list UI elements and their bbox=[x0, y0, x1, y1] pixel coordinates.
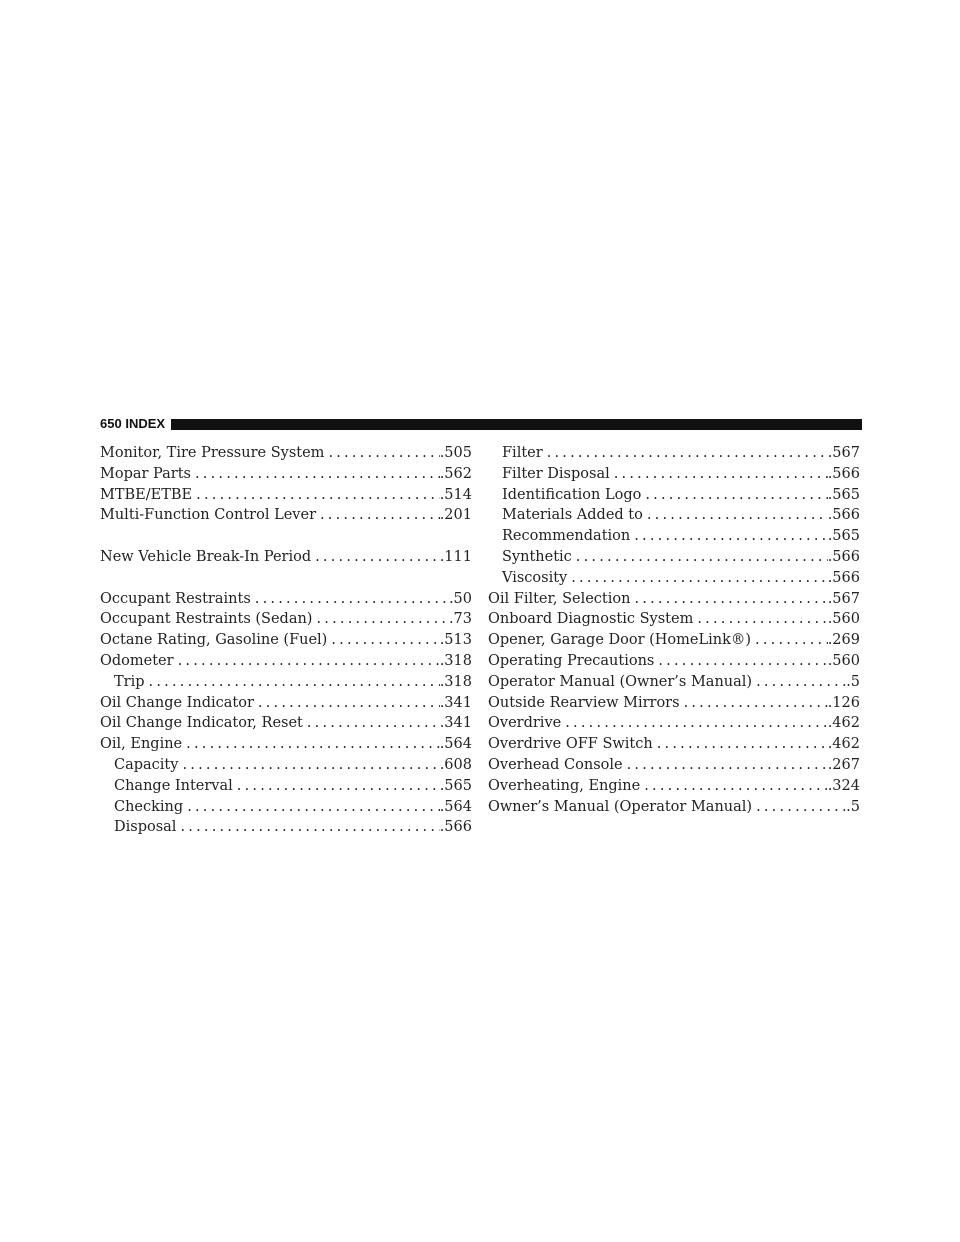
dot-leader bbox=[630, 589, 827, 610]
page-reference: .462 bbox=[827, 736, 860, 753]
index-term: Trip bbox=[114, 673, 145, 690]
index-term: Multi-Function Control Lever bbox=[100, 507, 316, 524]
index-term: Change Interval bbox=[114, 777, 233, 794]
index-entry bbox=[100, 734, 472, 755]
dot-leader bbox=[233, 776, 440, 797]
dot-leader bbox=[176, 817, 439, 838]
dot-leader bbox=[751, 630, 828, 651]
index-entry bbox=[100, 609, 472, 630]
index-term: Disposal bbox=[114, 819, 177, 836]
index-entry bbox=[100, 505, 472, 526]
index-term: New Vehicle Break-In Period bbox=[100, 548, 312, 565]
index-subentry bbox=[100, 755, 472, 776]
index-term: Filter Disposal bbox=[502, 465, 610, 482]
index-entry bbox=[488, 797, 860, 818]
dot-leader bbox=[312, 609, 448, 630]
page-reference: .566 bbox=[827, 569, 860, 586]
index-term: Overhead Console bbox=[488, 756, 623, 773]
index-term: Outside Rearview Mirrors bbox=[488, 694, 680, 711]
index-entry bbox=[488, 589, 860, 610]
dot-leader bbox=[680, 693, 828, 714]
page-reference: .269 bbox=[827, 632, 860, 649]
index-entry bbox=[100, 464, 472, 485]
dot-leader bbox=[561, 713, 827, 734]
page-reference: .318 bbox=[439, 673, 472, 690]
page-reference: .318 bbox=[439, 652, 472, 669]
page-reference: .566 bbox=[439, 819, 472, 836]
index-term: Overheating, Engine bbox=[488, 777, 641, 794]
index-term: Operator Manual (Owner’s Manual) bbox=[488, 673, 753, 690]
page-reference: .566 bbox=[827, 548, 860, 565]
index-subentry bbox=[100, 672, 472, 693]
dot-leader bbox=[191, 464, 440, 485]
page-header bbox=[100, 417, 862, 431]
page-reference: .513 bbox=[439, 632, 472, 649]
index-term: Identification Logo bbox=[502, 486, 642, 503]
page-reference: .560 bbox=[827, 611, 860, 628]
index-entry bbox=[488, 734, 860, 755]
dot-leader bbox=[623, 755, 828, 776]
dot-leader bbox=[251, 589, 449, 610]
dot-leader bbox=[630, 526, 827, 547]
index-term: Viscosity bbox=[502, 569, 568, 586]
dot-leader bbox=[654, 651, 827, 672]
dot-leader bbox=[182, 734, 440, 755]
page-reference: .5 bbox=[846, 673, 860, 690]
dot-leader bbox=[316, 505, 440, 526]
index-term: Materials Added to bbox=[502, 507, 643, 524]
index-subentry bbox=[488, 443, 860, 464]
index-subentry bbox=[100, 776, 472, 797]
index-term: Oil Change Indicator, Reset bbox=[100, 715, 303, 732]
index-term: Filter bbox=[502, 445, 543, 461]
index-subentry bbox=[488, 505, 860, 526]
page-reference: .505 bbox=[439, 445, 472, 461]
index-term: Occupant Restraints bbox=[100, 590, 251, 607]
index-term: Owner’s Manual (Operator Manual) bbox=[488, 798, 753, 815]
dot-leader bbox=[178, 755, 439, 776]
index-term: Checking bbox=[114, 798, 184, 815]
dot-leader bbox=[183, 797, 440, 818]
page-reference: .566 bbox=[827, 507, 860, 524]
index-subentry bbox=[488, 526, 860, 547]
index-term: Mopar Parts bbox=[100, 465, 191, 482]
index-term: Onboard Diagnostic System bbox=[488, 611, 694, 628]
page-reference: .341 bbox=[439, 694, 472, 711]
page-reference: .565 bbox=[827, 486, 860, 503]
index-entry bbox=[488, 630, 860, 651]
index-entry bbox=[100, 693, 472, 714]
dot-leader bbox=[653, 734, 828, 755]
index-term: MTBE/ETBE bbox=[100, 486, 193, 503]
page-header-label bbox=[100, 417, 165, 431]
dot-leader bbox=[303, 713, 440, 734]
dot-leader bbox=[567, 568, 827, 589]
index-term: Oil Change Indicator bbox=[100, 694, 254, 711]
index-entry bbox=[488, 609, 860, 630]
index-term: Occupant Restraints (Sedan) bbox=[100, 611, 313, 628]
index-entry bbox=[100, 651, 472, 672]
dot-leader bbox=[254, 693, 440, 714]
index-term: Opener, Garage Door (HomeLink®) bbox=[488, 632, 752, 649]
dot-leader bbox=[610, 464, 828, 485]
index-term: Overdrive OFF Switch bbox=[488, 736, 653, 753]
dot-leader bbox=[192, 485, 440, 506]
index-term: Oil Filter, Selection bbox=[488, 590, 631, 607]
index-entry bbox=[488, 755, 860, 776]
page-reference: .608 bbox=[439, 756, 472, 773]
index-entry bbox=[488, 693, 860, 714]
index-column-left bbox=[100, 443, 472, 838]
index-subentry bbox=[100, 817, 472, 838]
page-reference: .567 bbox=[827, 590, 860, 607]
page-reference: .565 bbox=[439, 777, 472, 794]
dot-leader bbox=[640, 776, 827, 797]
index-subentry bbox=[488, 568, 860, 589]
index-subentry bbox=[488, 464, 860, 485]
section-title: INDEX bbox=[125, 416, 166, 431]
page-reference: .267 bbox=[827, 756, 860, 773]
index-entry bbox=[488, 651, 860, 672]
dot-leader bbox=[752, 672, 846, 693]
page-number: 650 bbox=[100, 416, 122, 431]
page-reference: .564 bbox=[439, 798, 472, 815]
page-reference: .560 bbox=[827, 652, 860, 669]
index-subentry bbox=[100, 797, 472, 818]
index-entry bbox=[100, 485, 472, 506]
dot-leader bbox=[643, 505, 828, 526]
index-entry bbox=[100, 589, 472, 610]
header-rule-bar bbox=[171, 419, 862, 430]
page-reference: .5 bbox=[846, 798, 860, 815]
index-entry bbox=[488, 713, 860, 734]
index-term: Octane Rating, Gasoline (Fuel) bbox=[100, 632, 328, 649]
dot-leader bbox=[174, 651, 440, 672]
dot-leader bbox=[324, 443, 439, 464]
index-term: Operating Precautions bbox=[488, 652, 655, 669]
dot-leader bbox=[641, 485, 827, 506]
index-term: Overdrive bbox=[488, 715, 562, 732]
index-entry bbox=[100, 630, 472, 651]
page-reference: .567 bbox=[827, 445, 860, 461]
index-entry bbox=[488, 672, 860, 693]
index-term: Oil, Engine bbox=[100, 736, 183, 753]
dot-leader bbox=[572, 547, 828, 568]
index-term: Odometer bbox=[100, 652, 174, 669]
index-subentry bbox=[488, 547, 860, 568]
page-reference: .564 bbox=[439, 736, 472, 753]
index-term: Synthetic bbox=[502, 548, 572, 565]
page-reference: .73 bbox=[448, 611, 472, 628]
page-reference: .50 bbox=[448, 590, 472, 607]
page-reference: .324 bbox=[827, 777, 860, 794]
dot-leader bbox=[693, 609, 827, 630]
index-entry bbox=[100, 547, 472, 568]
page-reference: .341 bbox=[439, 715, 472, 732]
page-reference: .462 bbox=[827, 715, 860, 732]
page-reference: .565 bbox=[827, 528, 860, 545]
page-reference: .562 bbox=[439, 465, 472, 482]
dot-leader bbox=[752, 797, 846, 818]
index-entry bbox=[488, 776, 860, 797]
dot-leader bbox=[327, 630, 439, 651]
index-term: Recommendation bbox=[502, 528, 631, 545]
index-term: Capacity bbox=[114, 756, 179, 773]
page-reference: .566 bbox=[827, 465, 860, 482]
page-reference: .201 bbox=[439, 507, 472, 524]
page-reference: .111 bbox=[439, 548, 472, 565]
index-subentry bbox=[488, 485, 860, 506]
dot-leader bbox=[311, 547, 440, 568]
page-reference: .514 bbox=[439, 486, 472, 503]
dot-leader bbox=[543, 443, 828, 464]
index-entry bbox=[100, 713, 472, 734]
index-term: Monitor, Tire Pressure System bbox=[100, 445, 325, 461]
page-reference: .126 bbox=[827, 694, 860, 711]
index-column-right bbox=[488, 443, 860, 817]
dot-leader bbox=[145, 672, 440, 693]
index-entry bbox=[100, 443, 472, 464]
